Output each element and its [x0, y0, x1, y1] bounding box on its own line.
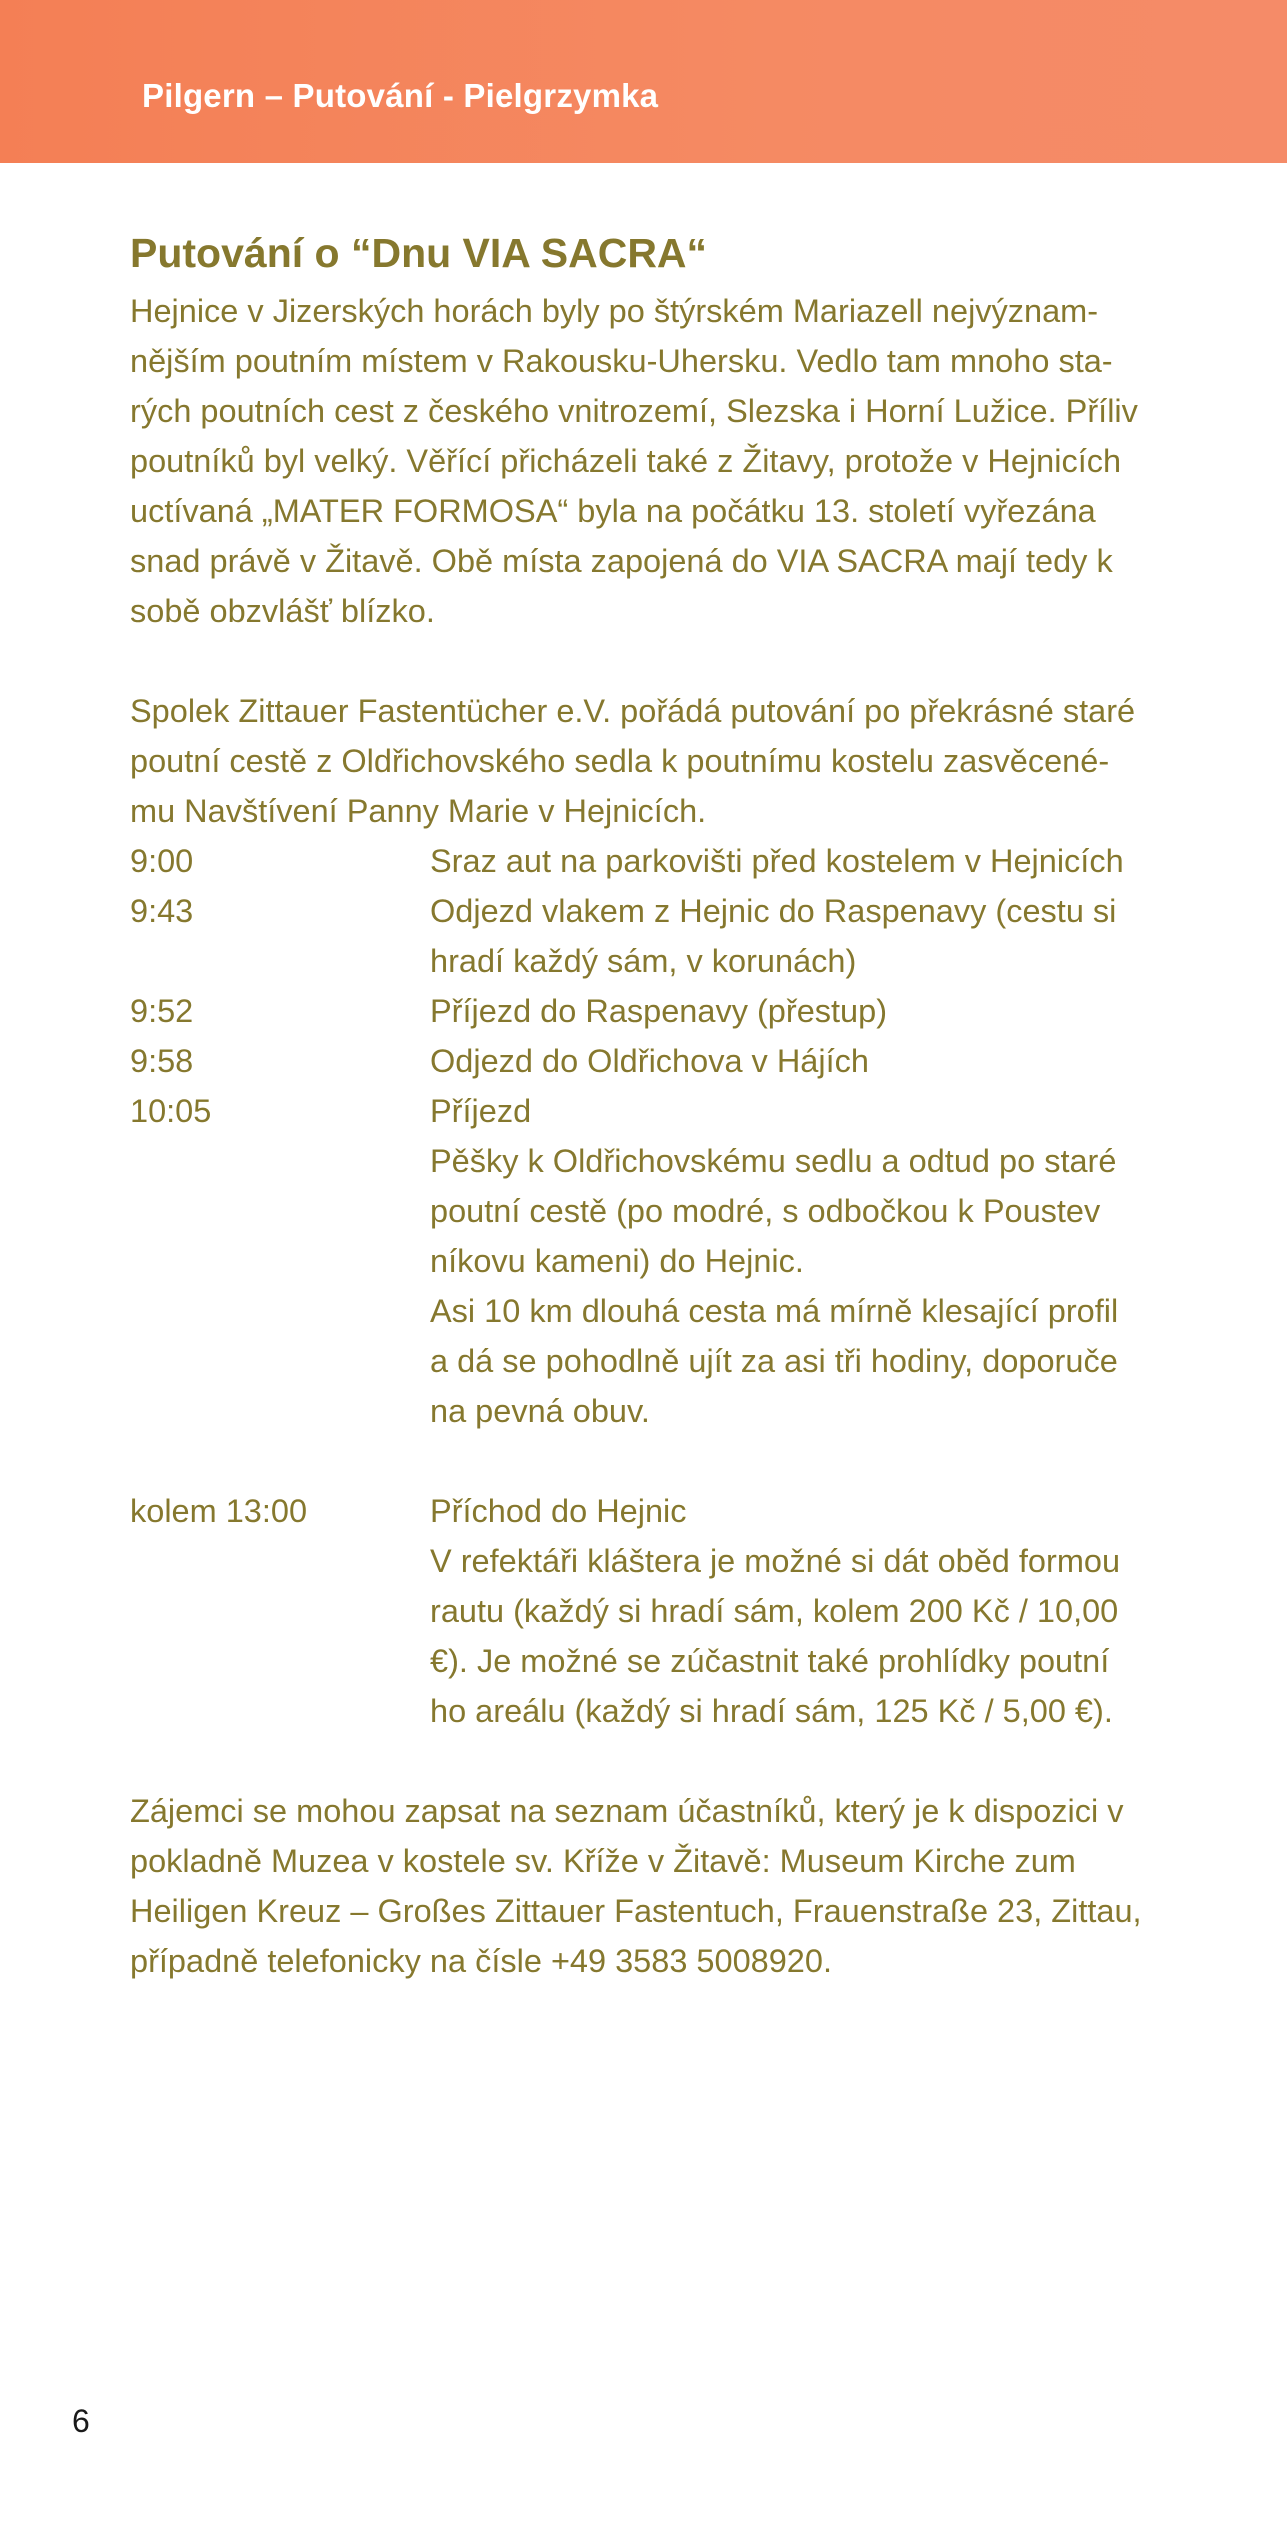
text-line: €). Je možné se zúčastnit také prohlídky poutní: [430, 1643, 1110, 1679]
text-line: Sraz aut na parkovišti před kostelem v Hejnicích: [430, 843, 1124, 879]
schedule-description: [430, 836, 1170, 886]
schedule-row: [130, 1486, 1170, 1736]
text-line: Spolek Zittauer Fastentücher e.V. pořádá putování po překrásné staré: [130, 693, 1136, 729]
page-number: 6: [72, 2403, 90, 2439]
text-line: V refektáři kláštera je možné si dát oběd formou: [430, 1543, 1121, 1579]
schedule-description: [430, 1086, 1170, 1436]
schedule-row: [130, 1036, 1170, 1086]
section-heading: Putování o “Dnu VIA SACRA“: [130, 230, 708, 276]
schedule-time: kolem 13:00: [130, 1493, 308, 1529]
text-line: Asi 10 km dlouhá cesta má mírně klesající profil: [430, 1293, 1119, 1329]
schedule-time: 9:58: [130, 1043, 194, 1079]
text-line: Příjezd do Raspenavy (přestup): [430, 993, 888, 1029]
page-header-band: [0, 0, 1287, 163]
intro-paragraph: [130, 286, 1170, 636]
text-line: níkovu kameni) do Hejnic.: [430, 1243, 804, 1279]
schedule-row: [130, 1086, 1170, 1436]
text-line: Pěšky k Oldřichovskému sedlu a odtud po staré: [430, 1143, 1117, 1179]
schedule-time: 9:52: [130, 993, 194, 1029]
text-line: Hejnice v Jizerských horách byly po štýrském Mariazell nejvýznam-: [130, 293, 1099, 329]
text-line: rautu (každý si hradí sám, kolem 200 Kč / 10,00: [430, 1593, 1119, 1629]
schedule-time: 9:00: [130, 843, 194, 879]
closing-paragraph: [130, 1786, 1170, 1986]
text-line: rých poutních cest z českého vnitrozemí, Slezska i Horní Lužice. Příliv: [130, 393, 1138, 429]
schedule-time: 10:05: [130, 1093, 212, 1129]
schedule-time: 9:43: [130, 893, 194, 929]
schedule-description: [430, 986, 1170, 1036]
text-line: na pevná obuv.: [430, 1393, 650, 1429]
schedule-spacer: [130, 1436, 1170, 1486]
text-line: Příjezd: [430, 1093, 532, 1129]
text-line: hradí každý sám, v korunách): [430, 943, 857, 979]
main-content: [130, 220, 1170, 1986]
text-line: Odjezd do Oldřichova v Hájích: [430, 1043, 869, 1079]
text-line: poutní cestě (po modré, s odbočkou k Poustev: [430, 1193, 1101, 1229]
schedule-row: [130, 836, 1170, 886]
text-line: Heiligen Kreuz – Großes Zittauer Fastentuch, Frauenstraße 23, Zittau,: [130, 1893, 1142, 1929]
paragraph-spacer: [130, 1736, 1170, 1786]
text-line: sobě obzvlášť blízko.: [130, 593, 435, 629]
text-line: případně telefonicky na čísle +49 3583 5008920.: [130, 1943, 832, 1979]
organizer-paragraph: [130, 686, 1170, 836]
text-line: uctívaná „MATER FORMOSA“ byla na počátku 13. století vyřezána: [130, 493, 1096, 529]
text-line: a dá se pohodlně ujít za asi tři hodiny, doporuče: [430, 1343, 1118, 1379]
text-line: snad právě v Žitavě. Obě místa zapojená do VIA SACRA mají tedy k: [130, 543, 1113, 579]
paragraph-spacer: [130, 636, 1170, 686]
text-line: pokladně Muzea v kostele sv. Kříže v Žitavě: Museum Kirche zum: [130, 1843, 1076, 1879]
text-line: Zájemci se mohou zapsat na seznam účastníků, který je k dispozici v: [130, 1793, 1124, 1829]
text-line: mu Navštívení Panny Marie v Hejnicích.: [130, 793, 707, 829]
text-line: poutníků byl velký. Věřící přicházeli také z Žitavy, protože v Hejnicích: [130, 443, 1122, 479]
text-line: Odjezd vlakem z Hejnic do Raspenavy (cestu si: [430, 893, 1117, 929]
text-line: nějším poutním místem v Rakousku-Uhersku. Vedlo tam mnoho sta-: [130, 343, 1113, 379]
schedule-row: [130, 986, 1170, 1036]
text-line: ho areálu (každý si hradí sám, 125 Kč / 5,00 €).: [430, 1693, 1113, 1729]
schedule-description: [430, 1036, 1170, 1086]
header-title: Pilgern – Putování - Pielgrzymka: [142, 77, 659, 114]
schedule-description: [430, 1486, 1170, 1736]
schedule-row: [130, 886, 1170, 986]
schedule-description: [430, 886, 1170, 986]
text-line: Příchod do Hejnic: [430, 1493, 687, 1529]
text-line: poutní cestě z Oldřichovského sedla k poutnímu kostelu zasvěcené-: [130, 743, 1110, 779]
schedule-table: [130, 836, 1170, 1736]
